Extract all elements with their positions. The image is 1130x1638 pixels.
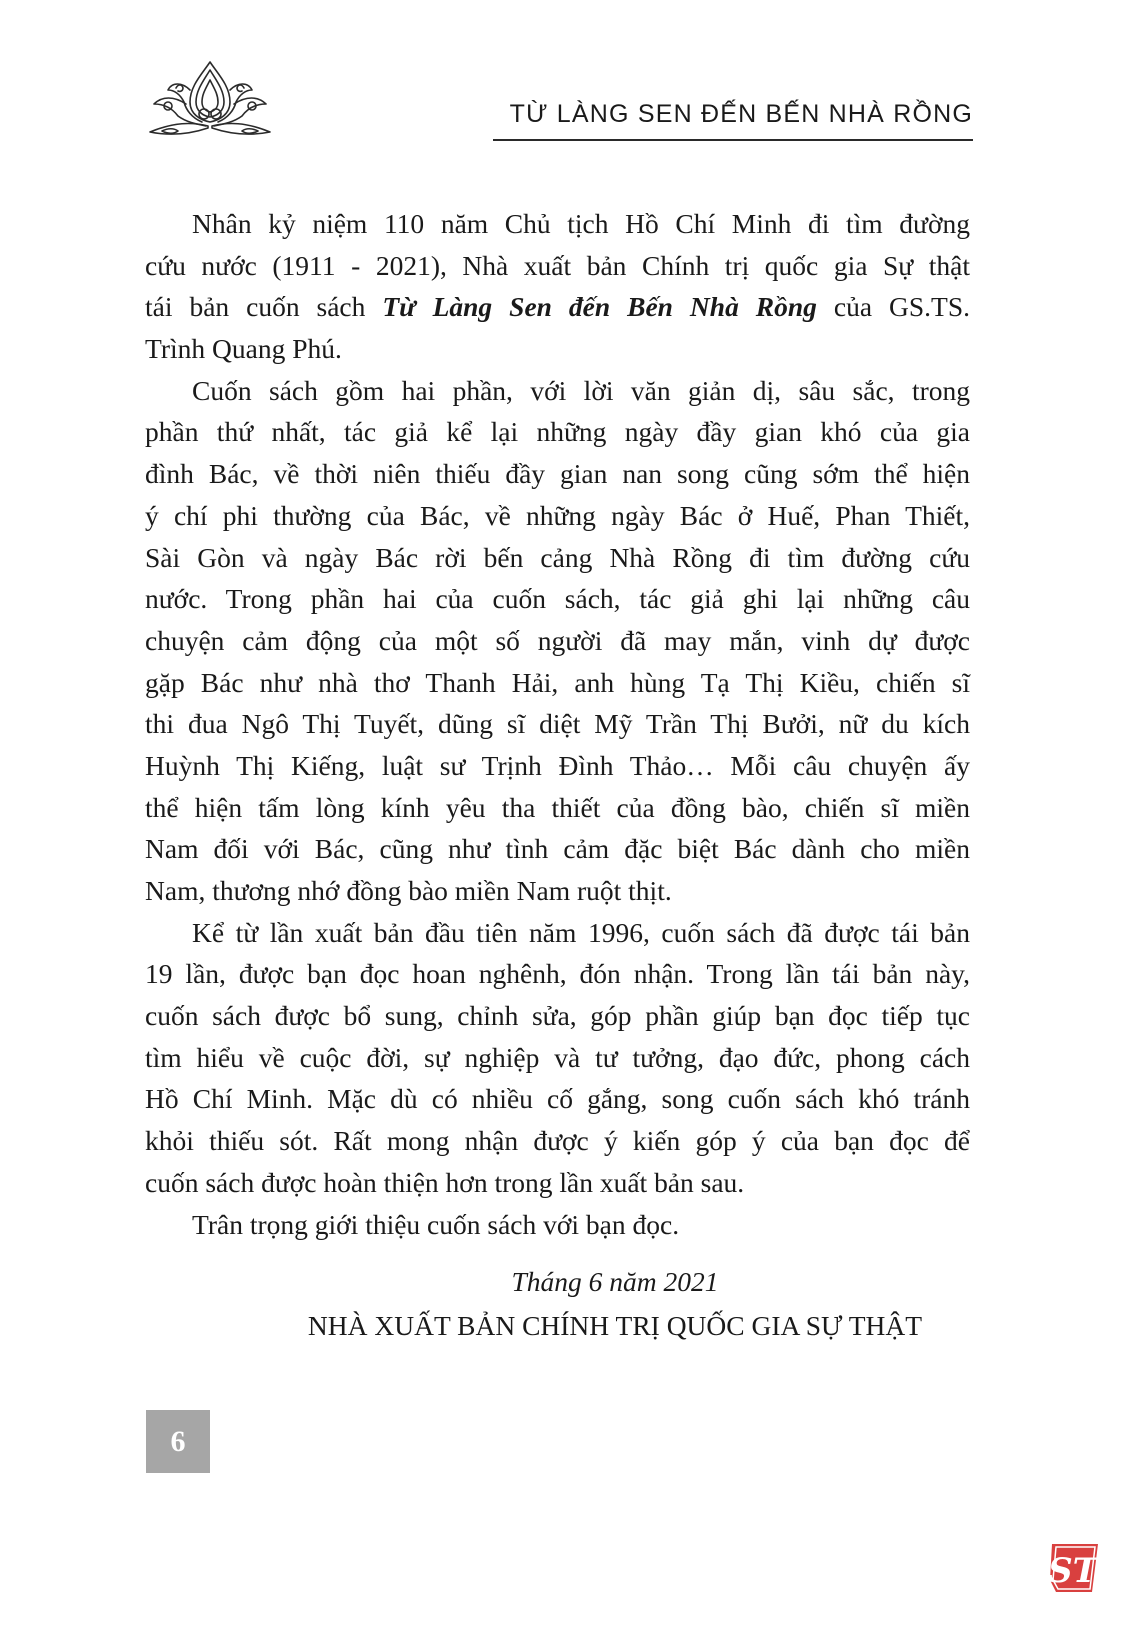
text-line: cuốn sách được bổ sung, chỉnh sửa, góp phần giúp bạn đọc tiếp tục [145,1000,970,1032]
text-line: cuốn sách được hoàn thiện hơn trong lần xuất bản sau. [145,1166,745,1198]
text-line: Nam đối với Bác, cũng như tình cảm đặc biệt Bác dành cho miền [145,833,970,865]
text-line: Trình Quang Phú. [145,333,342,365]
text-line: Sài Gòn và ngày Bác rời bến cảng Nhà Rồng đi tìm đường cứu [145,541,970,573]
title-underline [493,139,973,141]
signature-organization: NHÀ XUẤT BẢN CHÍNH TRỊ QUỐC GIA SỰ THẬT [307,1310,923,1341]
text-line: Kể từ lần xuất bản đầu tiên năm 1996, cuốn sách đã được tái bản [192,916,970,948]
text-line: 19 lần, được bạn đọc hoan nghênh, đón nhận. Trong lần tái bản này, [145,958,970,990]
text-line [145,286,970,328]
text-line: Cuốn sách gồm hai phần, với lời văn giản dị, sâu sắc, trong [192,374,970,406]
text-line: cứu nước (1911 - 2021), Nhà xuất bản Chính trị quốc gia Sự thật [145,249,970,281]
text-segment: tái bản cuốn sách [145,291,383,323]
text-line: phần thứ nhất, tác giả kể lại những ngày đầy gian khó của gia [145,416,970,448]
text-line: Hồ Chí Minh. Mặc dù có nhiều cố gắng, song cuốn sách khó tránh [145,1083,970,1115]
text-line: Huỳnh Thị Kiếng, luật sư Trịnh Đình Thảo… Mỗi câu chuyện ấy [145,749,970,781]
lotus-ornament-icon [146,60,274,138]
book-title-emphasis: Từ Làng Sen đến Bến Nhà Rồng [382,291,817,323]
text-line: tìm hiểu về cuộc đời, sự nghiệp và tư tưởng, đạo đức, phong cách [145,1041,970,1073]
publisher-logo-icon [1046,1540,1102,1596]
body-text [145,203,970,1245]
text-line: Trân trọng giới thiệu cuốn sách với bạn đọc. [192,1208,680,1240]
page-number: 6 [146,1410,210,1473]
text-line: đình Bác, về thời niên thiếu đầy gian nan song cũng sớm thể hiện [145,458,970,490]
signature-date: Tháng 6 năm 2021 [511,1266,719,1297]
text-line: chuyện cảm động của một số người đã may mắn, vinh dự được [145,624,970,656]
text-line: Nam, thương nhớ đồng bào miền Nam ruột thịt. [145,875,672,906]
text-line: thi đua Ngô Thị Tuyết, dũng sĩ diệt Mỹ Trần Thị Bưởi, nữ du kích [145,708,970,740]
text-line: khỏi thiếu sót. Rất mong nhận được ý kiến góp ý của bạn đọc để [145,1125,970,1157]
publisher-logo-text: ST [1048,1551,1098,1591]
text-line: thể hiện tấm lòng kính yêu tha thiết của đồng bào, chiến sĩ miền [145,791,970,823]
text-segment: của GS.TS. [816,291,970,323]
running-title: TỪ LÀNG SEN ĐẾN BẾN NHÀ RỒNG [509,100,973,128]
text-line: nước. Trong phần hai của cuốn sách, tác giả ghi lại những câu [145,583,970,615]
text-line: ý chí phi thường của Bác, về những ngày Bác ở Huế, Phan Thiết, [145,499,970,531]
text-line: Nhân kỷ niệm 110 năm Chủ tịch Hồ Chí Minh đi tìm đường [192,208,970,239]
text-line: gặp Bác như nhà thơ Thanh Hải, anh hùng Tạ Thị Kiều, chiến sĩ [145,666,970,698]
